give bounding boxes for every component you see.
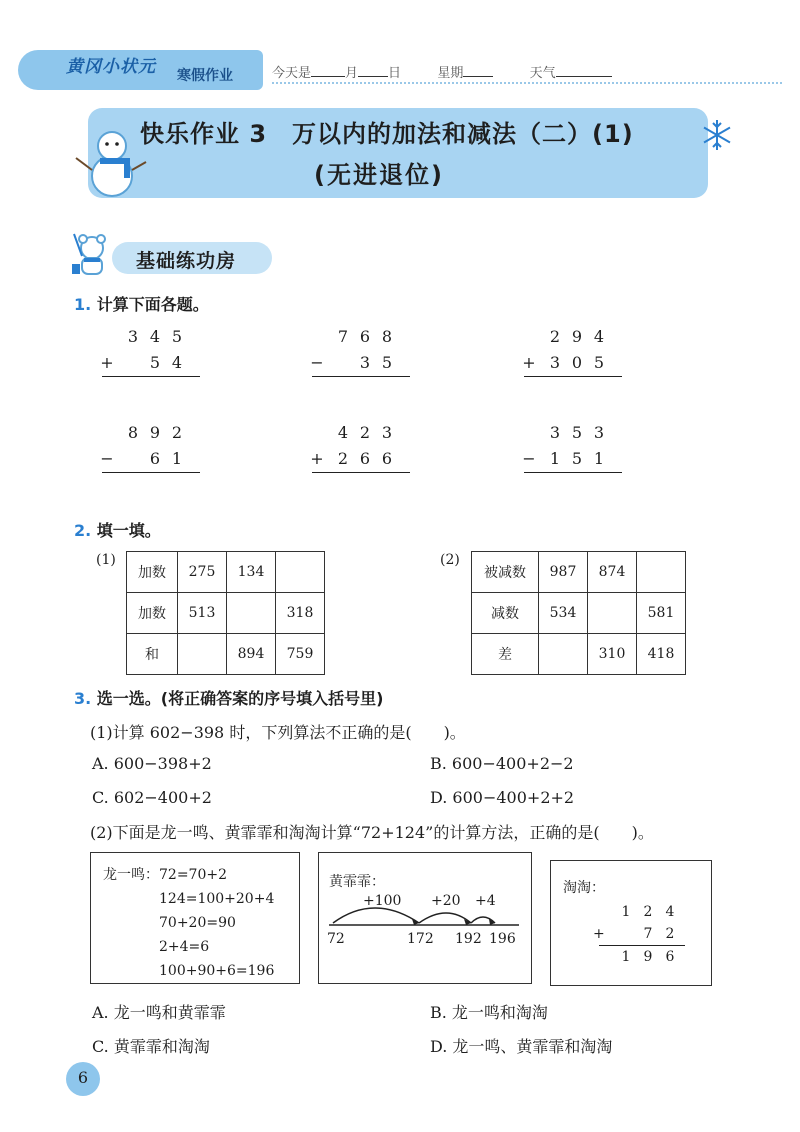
digit: 2: [549, 327, 561, 346]
operator: +: [100, 353, 114, 372]
row-header-cell: 被减数: [472, 552, 539, 593]
digit: 1: [621, 904, 631, 920]
question-1-number: 1.: [74, 295, 92, 314]
month-label: 月: [345, 66, 359, 81]
page-number: 6: [77, 1068, 89, 1087]
question-1-text: 计算下面各题。: [96, 295, 209, 314]
calc-top-row: [514, 420, 624, 446]
table-row: [127, 552, 325, 593]
digit: 5: [149, 353, 161, 372]
digit: 3: [549, 423, 561, 442]
brand-logo: 黄冈小状元: [66, 57, 156, 77]
operator: −: [310, 353, 324, 372]
question-2-text: 填一填。: [96, 521, 161, 540]
calc-top-row: [92, 324, 202, 350]
calc-bottom-row: [92, 446, 202, 472]
tick-label-4: 196: [489, 931, 516, 947]
calc-line: [102, 376, 200, 377]
value-cell: 874: [588, 552, 637, 593]
page-subtitle: (无进退位): [314, 161, 444, 189]
digit: 4: [337, 423, 349, 442]
digit: 1: [621, 949, 631, 965]
number-line-diagram: [319, 853, 531, 983]
digit: 0: [571, 353, 583, 372]
digit: 5: [171, 327, 183, 346]
table-row: [127, 593, 325, 634]
digit: 6: [665, 949, 675, 965]
digit: 1: [549, 449, 561, 468]
question-3-number: 3.: [74, 689, 92, 708]
value-cell: 310: [588, 634, 637, 675]
blank-cell[interactable]: [227, 593, 276, 634]
bear-mascot-icon: [64, 230, 116, 278]
addition-table: [126, 551, 325, 675]
subquestion-1-text: (1)计算 602−398 时，下列算法不正确的是( )。: [90, 723, 466, 742]
digit: 3: [549, 353, 561, 372]
calc-line: [312, 376, 410, 377]
calc-line: [102, 472, 200, 473]
vertical-calc-1: [92, 324, 202, 377]
digit: 6: [359, 449, 371, 468]
table-row: [472, 552, 686, 593]
digit: 8: [127, 423, 139, 442]
jump-label-1: +100: [363, 893, 402, 909]
digit: 3: [127, 327, 139, 346]
value-cell: 759: [276, 634, 325, 675]
digit: 1: [171, 449, 183, 468]
weekday-label: 星期: [437, 66, 464, 81]
snowman-icon: [70, 118, 150, 198]
row-header-cell: 减数: [472, 593, 539, 634]
question-2-number: 2.: [74, 521, 92, 540]
digit: 9: [571, 327, 583, 346]
vertical-calc-2: [302, 324, 412, 377]
digit: 8: [381, 327, 393, 346]
value-cell: 581: [637, 593, 686, 634]
snowflake-icon: [700, 118, 734, 152]
option-1b: B. 600−400+2−2: [430, 754, 574, 773]
value-cell: 418: [637, 634, 686, 675]
jump-arc-2: [419, 913, 471, 923]
option-2b: B. 龙一鸣和淘淘: [430, 1003, 548, 1022]
page-title: 快乐作业 3 万以内的加法和减法（二）(1): [140, 120, 634, 148]
calc-top-row: [302, 324, 412, 350]
value-cell: 275: [178, 552, 227, 593]
value-cell: 894: [227, 634, 276, 675]
method-line-4: 2+4=6: [159, 939, 210, 955]
taotao-top-row: [593, 901, 693, 923]
table-row: [472, 634, 686, 675]
digit: 9: [149, 423, 161, 442]
vertical-calc-5: [302, 420, 412, 473]
row-header-cell: 加数: [127, 593, 178, 634]
calc-bottom-row: [302, 350, 412, 376]
blank-cell[interactable]: [637, 552, 686, 593]
digit: 5: [571, 449, 583, 468]
digit: 6: [381, 449, 393, 468]
digit: 3: [593, 423, 605, 442]
calc-top-row: [92, 420, 202, 446]
blank-cell[interactable]: [276, 552, 325, 593]
digit: 2: [337, 449, 349, 468]
brand-subtitle: 寒假作业: [177, 68, 233, 84]
digit: 1: [593, 449, 605, 468]
table-row: [472, 593, 686, 634]
value-cell: 318: [276, 593, 325, 634]
value-cell: 534: [539, 593, 588, 634]
jump-label-3: +4: [475, 893, 496, 909]
calc-bottom-row: [514, 446, 624, 472]
calc-top-row: [514, 324, 624, 350]
day-label: 日: [388, 66, 402, 81]
table-2-label: (2): [440, 552, 460, 568]
option-2c: C. 黄霏霏和淘淘: [92, 1037, 210, 1056]
row-header-cell: 和: [127, 634, 178, 675]
vertical-calc-4: [92, 420, 202, 473]
method-box-longyiming: [90, 852, 300, 984]
blank-cell[interactable]: [588, 593, 637, 634]
vertical-calc-3: [514, 324, 624, 377]
operator: −: [522, 449, 536, 468]
calc-bottom-row: [514, 350, 624, 376]
option-1a: A. 600−398+2: [92, 754, 212, 773]
digit: 2: [359, 423, 371, 442]
tick-label-1: 72: [327, 931, 345, 947]
method-box-huangfeifei: [318, 852, 532, 984]
taotao-result-row: [593, 946, 693, 968]
method-line-3: 70+20=90: [159, 915, 236, 931]
weather-label: 天气: [529, 66, 556, 81]
taotao-bottom-row: [593, 923, 693, 945]
digit: 7: [337, 327, 349, 346]
blank-cell[interactable]: [539, 634, 588, 675]
method-line-2: 124=100+20+4: [159, 891, 275, 907]
digit: 2: [665, 926, 675, 942]
section-label: 基础练功房: [136, 250, 237, 272]
operator: +: [593, 926, 605, 942]
method-box-taotao: [550, 860, 712, 986]
blank-cell[interactable]: [178, 634, 227, 675]
digit: 4: [593, 327, 605, 346]
question-2-header: [74, 518, 161, 541]
digit: 7: [643, 926, 653, 942]
digit: 3: [381, 423, 393, 442]
value-cell: 134: [227, 552, 276, 593]
option-2d: D. 龙一鸣、黄霏霏和淘淘: [430, 1037, 613, 1056]
digit: 5: [571, 423, 583, 442]
subquestion-2-text: (2)下面是龙一鸣、黄霏霏和淘淘计算“72+124”的计算方法，正确的是( )。: [90, 823, 654, 842]
digit: 3: [359, 353, 371, 372]
jump-label-2: +20: [431, 893, 461, 909]
value-cell: 987: [539, 552, 588, 593]
subtraction-table: [471, 551, 686, 675]
question-1-header: [74, 292, 209, 315]
date-line: [272, 62, 612, 81]
question-3-header: [74, 686, 383, 709]
tick-label-2: 172: [407, 931, 434, 947]
calc-line: [312, 472, 410, 473]
digit: 2: [171, 423, 183, 442]
calc-bottom-row: [302, 446, 412, 472]
taotao-vertical-calc: [593, 901, 693, 968]
method-line-5: 100+90+6=196: [159, 963, 275, 979]
option-2a: A. 龙一鸣和黄霏霏: [92, 1003, 226, 1022]
method-name-huangfeifei: 黄霏霏：: [329, 874, 385, 890]
calc-top-row: [302, 420, 412, 446]
calc-bottom-row: [92, 350, 202, 376]
table-row: [127, 634, 325, 675]
digit: 4: [171, 353, 183, 372]
digit: 5: [593, 353, 605, 372]
option-1d: D. 600−400+2+2: [430, 788, 575, 807]
calc-line: [524, 376, 622, 377]
value-cell: 513: [178, 593, 227, 634]
digit: 4: [149, 327, 161, 346]
option-1c: C. 602−400+2: [92, 788, 212, 807]
calc-line: [524, 472, 622, 473]
method-line-1: 龙一鸣：72=70+2: [103, 867, 227, 883]
date-prefix: 今天是: [272, 66, 312, 81]
operator: +: [522, 353, 536, 372]
method-name-taotao: 淘淘：: [563, 880, 605, 896]
header-divider: [272, 82, 782, 84]
digit: 6: [149, 449, 161, 468]
question-3-text: 选一选。(将正确答案的序号填入括号里): [96, 689, 384, 708]
operator: +: [310, 449, 324, 468]
row-header-cell: 加数: [127, 552, 178, 593]
table-1-label: (1): [96, 552, 116, 568]
digit: 4: [665, 904, 675, 920]
jump-arc-1: [333, 908, 419, 923]
digit: 2: [643, 904, 653, 920]
digit: 9: [643, 949, 653, 965]
tick-label-3: 192: [455, 931, 482, 947]
vertical-calc-6: [514, 420, 624, 473]
row-header-cell: 差: [472, 634, 539, 675]
operator: −: [100, 449, 114, 468]
digit: 5: [381, 353, 393, 372]
digit: 6: [359, 327, 371, 346]
